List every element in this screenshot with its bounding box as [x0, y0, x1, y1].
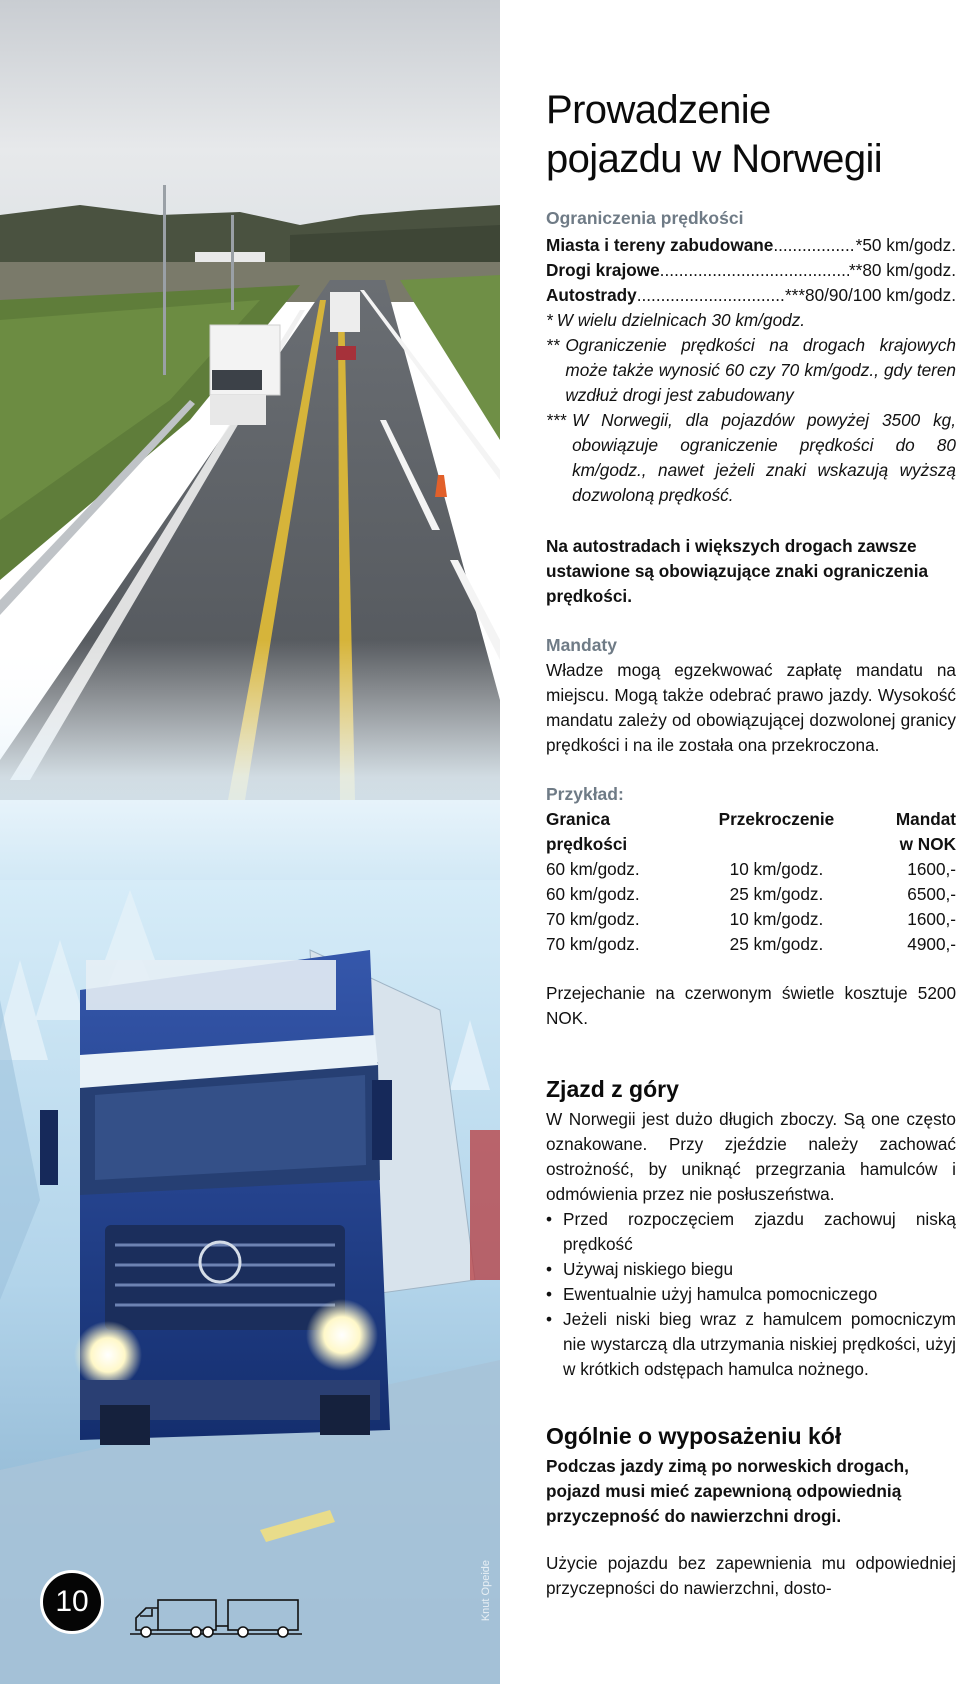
page-number: 10 — [40, 1570, 104, 1634]
fines-heading: Mandaty — [546, 635, 617, 655]
column-header-fine — [864, 807, 956, 857]
speed-limit-row — [546, 233, 956, 258]
cell-fine: 1600,- — [907, 859, 956, 879]
cell-limit: 60 km/godz. — [546, 859, 640, 879]
column-header-excess: Przekroczenie — [718, 809, 835, 829]
footnote-mark: *** — [546, 410, 567, 430]
wheels-lead: Podczas jazdy zimą po norweskich drogach, pojazd musi mieć zapewnioną odpowiednią przyczepność do nawierzchni drogi. — [546, 1456, 909, 1526]
fines-text: Władze mogą egzekwować zapłatę mandatu na miejscu. Mogą także odebrać prawo jazdy. Wysokość mandatu zależy od obowiązującej dozwolonej granicy prędkości i na ile została ona przekroczona. — [546, 660, 956, 755]
speed-limits-heading: Ograniczenia prędkości — [546, 208, 744, 228]
leader-dots — [637, 283, 785, 308]
leader-dots — [773, 233, 855, 258]
page-title-line-2: pojazdu w Norwegii — [546, 137, 883, 181]
speed-limit-row — [546, 258, 956, 283]
speed-limit-label: Drogi krajowe — [546, 260, 660, 280]
leader-dots — [660, 258, 849, 283]
downhill-text: W Norwegii jest dużo długich zboczy. Są one często oznakowane. Przy zjeździe należy zachować ostrożność, by uniknąć przegrzania hamulców i odmówienia przez nie posłuszeństwa. — [546, 1109, 956, 1204]
article-content — [546, 86, 956, 1601]
footnote — [546, 333, 956, 408]
red-light-fine-text: Przejechanie na czerwonym świetle kosztuje 5200 NOK. — [546, 983, 956, 1028]
column-header-limit-line-2: prędkości — [546, 834, 628, 854]
wheels-heading: Ogólnie o wyposażeniu kół — [546, 1423, 842, 1449]
fines-table — [546, 807, 956, 957]
cell-excess: 10 km/godz. — [729, 859, 824, 879]
list-item: • Używaj niskiego biegu — [546, 1257, 956, 1282]
cell-fine: 1600,- — [907, 909, 956, 929]
cell-limit: 70 km/godz. — [546, 909, 640, 929]
footnote — [546, 308, 956, 333]
cell-excess: 25 km/godz. — [729, 934, 824, 954]
truck-trailer-icon — [128, 1594, 304, 1640]
cell-excess: 25 km/godz. — [729, 884, 824, 904]
fines-table-header-row — [546, 807, 956, 857]
cell-excess: 10 km/godz. — [729, 909, 824, 929]
footnote-text: W wielu dzielnicach 30 km/godz. — [556, 310, 806, 330]
speed-limit-footnotes — [546, 308, 956, 508]
photo-credit: Knut Opeide — [480, 1560, 492, 1622]
wheels-text: Użycie pojazdu bez zapewnienia mu odpowiedniej przyczepności do nawierzchni, dosto- — [546, 1553, 956, 1598]
table-row — [546, 857, 956, 882]
speed-limit-label: Miasta i tereny zabudowane — [546, 235, 774, 255]
footnote — [546, 408, 956, 508]
footnote-text: Ograniczenie prędkości na drogach krajowych może także wynosić 60 czy 70 km/godz., gdy teren wzdłuż drogi jest zabudowany — [565, 335, 956, 405]
footnote-text: W Norwegii, dla pojazdów powyżej 3500 kg, obowiązuje ograniczenie prędkości do 80 km/godz., nawet jeżeli znaki wskazują wyższą dozwoloną prędkość. — [572, 410, 956, 505]
cell-limit: 70 km/godz. — [546, 934, 640, 954]
speed-limit-value: *50 km/godz. — [855, 235, 956, 255]
column-header-limit — [546, 807, 688, 857]
footnote-mark: * — [546, 310, 553, 330]
table-row — [546, 907, 956, 932]
downhill-heading: Zjazd z góry — [546, 1076, 679, 1102]
speed-limit-row — [546, 283, 956, 308]
list-item: • Przed rozpoczęciem zjazdu zachowuj niską prędkość — [546, 1207, 956, 1257]
speed-limit-value: **80 km/godz. — [848, 260, 956, 280]
page-title-line-1: Prowadzenie — [546, 88, 771, 132]
footnote-mark: ** — [546, 335, 560, 355]
list-item: • Ewentualnie użyj hamulca pomocniczego — [546, 1282, 956, 1307]
table-row — [546, 882, 956, 907]
highways-note: Na autostradach i większych drogach zawsze ustawione są obowiązujące znaki ograniczenia prędkości. — [546, 536, 929, 606]
column-header-fine-line-1: Mandat — [895, 809, 956, 829]
table-row — [546, 932, 956, 957]
cell-limit: 60 km/godz. — [546, 884, 640, 904]
speed-limit-value: ***80/90/100 km/godz. — [784, 285, 956, 305]
column-header-limit-line-1: Granica — [546, 809, 611, 829]
cell-fine: 6500,- — [907, 884, 956, 904]
page-title — [546, 86, 956, 184]
cell-fine: 4900,- — [907, 934, 956, 954]
column-header-fine-line-2: w NOK — [899, 834, 956, 854]
speed-limits-list — [546, 233, 956, 308]
example-heading: Przykład: — [546, 784, 624, 804]
speed-limit-label: Autostrady — [546, 285, 637, 305]
downhill-tips-list — [546, 1207, 956, 1382]
list-item: • Jeżeli niski bieg wraz z hamulcem pomocniczym nie wystarczą dla utrzymania niskiej prędkości, użyj w krótkich odstępach hamulca nożnego. — [546, 1307, 956, 1382]
